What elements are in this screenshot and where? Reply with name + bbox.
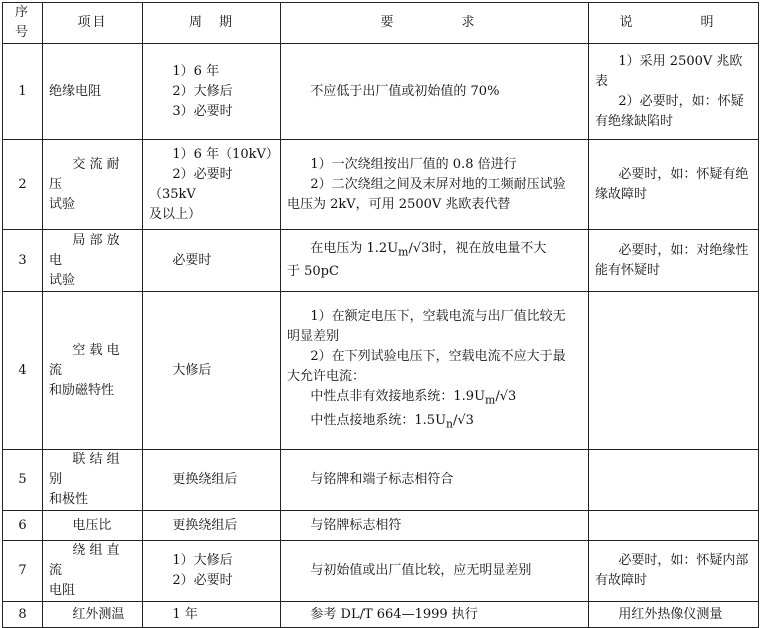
- row-requirement: 与初始值或出厂值比较，应无明显差别: [281, 541, 589, 602]
- row-cycle: 大修后: [143, 292, 281, 450]
- row-note: [589, 292, 759, 450]
- row-number: 7: [3, 541, 43, 602]
- row-item: 联 结 组 别 和极性: [43, 450, 143, 511]
- row-number: 5: [3, 450, 43, 511]
- row-cycle: 更换绕组后: [143, 450, 281, 511]
- row-note: [589, 511, 759, 541]
- row-number: 6: [3, 511, 43, 541]
- row-cycle: 1）6 年（10kV） 2）必要时（35kV 及以上）: [143, 140, 281, 230]
- row-requirement: 参考 DL/T 664—1999 执行: [281, 602, 589, 628]
- row-number: 3: [3, 230, 43, 292]
- row-requirement: 不应低于出厂值或初始值的 70%: [281, 44, 589, 140]
- row-cycle: 更换绕组后: [143, 511, 281, 541]
- row-requirement: 在电压为 $1.2U_m/√3$时，视在放电量不大 于 50pC: [281, 230, 589, 292]
- row-note: 用红外热像仪测量: [589, 602, 759, 628]
- row-cycle: 1）6 年 2）大修后 3）必要时: [143, 44, 281, 140]
- table-row: [3, 602, 759, 628]
- row-requirement: 与铭牌标志相符: [281, 511, 589, 541]
- header-requirement: 要 求: [281, 3, 589, 44]
- table-row: [3, 541, 759, 602]
- row-requirement: 与铭牌和端子标志相符合: [281, 450, 589, 511]
- header-cycle: 周 期: [143, 3, 281, 44]
- row-item: 红外测温: [43, 602, 143, 628]
- row-number: 4: [3, 292, 43, 450]
- row-item: 局 部 放 电 试验: [43, 230, 143, 292]
- table-row: [3, 44, 759, 140]
- header-note: 说 明: [589, 3, 759, 44]
- table-row: [3, 230, 759, 292]
- test-requirements-table: [2, 2, 759, 628]
- row-cycle: 1 年: [143, 602, 281, 628]
- row-note: 必要时，如：对绝缘性 能有怀疑时: [589, 230, 759, 292]
- header-item: 项目: [43, 3, 143, 44]
- row-cycle: 必要时: [143, 230, 281, 292]
- row-item: 空 载 电 流 和励磁特性: [43, 292, 143, 450]
- row-item: 交 流 耐 压 试验: [43, 140, 143, 230]
- row-cycle: 1）大修后 2）必要时: [143, 541, 281, 602]
- row-note: 必要时，如：怀疑内部 有故障时: [589, 541, 759, 602]
- header-row: [3, 3, 759, 44]
- row-note: [589, 450, 759, 511]
- table-row: [3, 450, 759, 511]
- row-number: 8: [3, 602, 43, 628]
- row-number: 1: [3, 44, 43, 140]
- row-number: 2: [3, 140, 43, 230]
- header-seq: 序号: [3, 3, 43, 44]
- row-note: 1）采用 2500V 兆欧表 2）必要时，如：怀疑 有绝缘缺陷时: [589, 44, 759, 140]
- row-item: 绕 组 直 流 电阻: [43, 541, 143, 602]
- row-note: 必要时，如：怀疑有绝 缘故障时: [589, 140, 759, 230]
- row-requirement: 1）在额定电压下，空载电流与出厂值比较无 明显差别 2）在下列试验电压下，空载电流不应大于最 大允许电流： 中性点非有效接地系统：$1.9U_m/√3$ 中性点接地系统：$1.5U_n/√3$: [281, 292, 589, 450]
- table-row: [3, 511, 759, 541]
- row-item: 绝缘电阻: [43, 44, 143, 140]
- table-row: [3, 292, 759, 450]
- row-requirement: 1）一次绕组按出厂值的 0.8 倍进行 2）二次绕组之间及末屏对地的工频耐压试验 电压为 2kV，可用 2500V 兆欧表代替: [281, 140, 589, 230]
- row-item: 电压比: [43, 511, 143, 541]
- table-row: [3, 140, 759, 230]
